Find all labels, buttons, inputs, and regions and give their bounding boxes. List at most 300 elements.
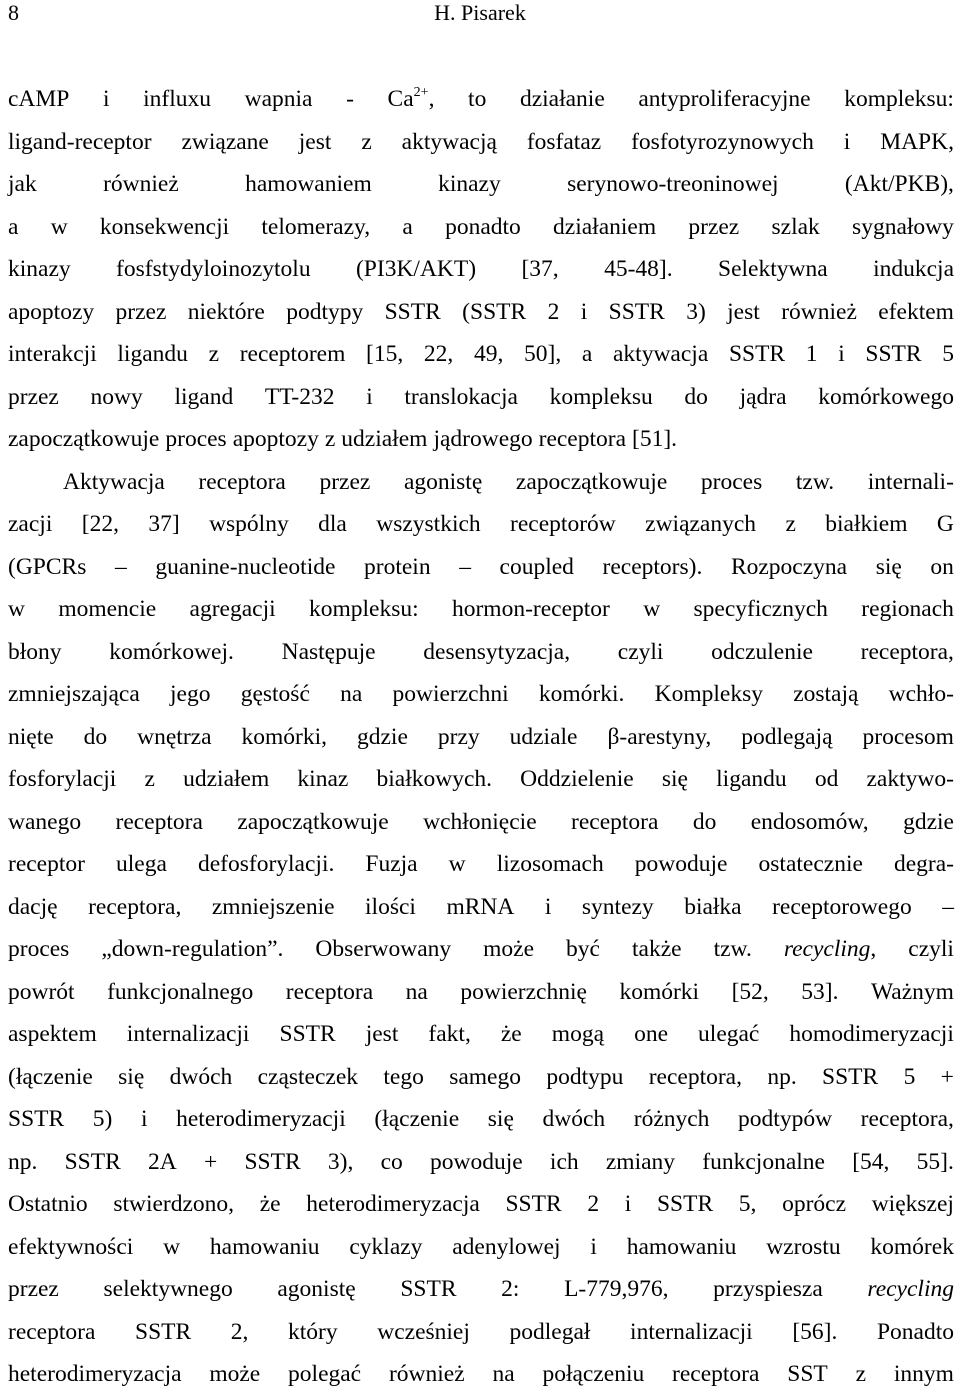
word: jest [365, 1021, 399, 1047]
word: selektywnego [103, 1276, 233, 1302]
word: ulega [116, 851, 167, 877]
word: niektóre [187, 298, 265, 325]
text-line [8, 631, 954, 674]
word: SSTR [64, 1148, 121, 1175]
word: zostają [793, 681, 859, 707]
word: Rozpoczyna [730, 553, 848, 580]
word: (SSTR [462, 298, 527, 325]
word: ilości [365, 893, 416, 920]
text-line [8, 1056, 954, 1099]
word: związane [181, 128, 269, 155]
word: z [361, 128, 372, 155]
word: mRNA [446, 893, 515, 920]
word: samego [449, 1063, 521, 1090]
word: receptora [8, 1318, 96, 1345]
word: wchłonięcie [423, 808, 537, 835]
word: ligandu [117, 341, 188, 367]
text-line [8, 163, 954, 206]
word: z [855, 1361, 866, 1387]
word: powoduje [634, 851, 728, 877]
word: antyproliferacyjne [638, 86, 811, 112]
word: także [631, 936, 682, 962]
word: momencie [58, 596, 157, 622]
word: receptora [571, 808, 659, 835]
word: wspólny [209, 511, 289, 537]
word: 5, [738, 1191, 757, 1217]
word: heterodimeryzacja [306, 1191, 480, 1217]
word: procesom [862, 723, 954, 750]
word: z [785, 511, 796, 537]
word: cyklazy [349, 1233, 423, 1260]
word: L-779,976, [564, 1276, 669, 1302]
word: (Akt/PKB), [844, 171, 954, 197]
word: wcześniej [377, 1318, 470, 1345]
text-line [8, 1141, 954, 1184]
word: zaktywo- [866, 766, 954, 792]
text-line [8, 886, 954, 929]
word: wszystkich [376, 511, 481, 537]
word: internalizacji [126, 1021, 250, 1047]
word: recycling, [783, 936, 877, 962]
word: kompleksu [549, 383, 653, 410]
word: lizosomach [496, 851, 604, 877]
word: SSTR [728, 341, 786, 367]
word: przez [8, 383, 59, 410]
word: agregacji [189, 596, 276, 622]
word: aktywacją [401, 128, 497, 155]
word: a [8, 213, 19, 240]
word: receptora [115, 808, 203, 835]
word: Fuzja [365, 851, 418, 877]
word: błony [8, 638, 62, 665]
word: endosomów, [750, 808, 869, 835]
word: receptora, [860, 1106, 954, 1132]
word: receptorów [510, 511, 616, 537]
word: przez [319, 468, 371, 495]
word: fakt, [428, 1021, 471, 1047]
text-line [8, 843, 954, 886]
word: 3) [686, 298, 706, 325]
word: zapoczątkowuje [237, 808, 389, 835]
word: być [566, 936, 600, 962]
word: gdzie [357, 723, 408, 750]
text-line [8, 1268, 954, 1311]
word: i [102, 86, 110, 112]
word: proces [8, 936, 70, 962]
word: przez [8, 1276, 59, 1302]
word: się [487, 1106, 514, 1132]
text-line [8, 248, 954, 291]
word: SSTR [384, 298, 441, 325]
word: dwóch [169, 1063, 233, 1090]
word: 5) [92, 1106, 113, 1132]
word: od [814, 766, 839, 792]
word: to [468, 86, 487, 112]
text-line [8, 716, 954, 759]
word: również [781, 298, 857, 325]
word: ich [549, 1148, 579, 1175]
text-line [8, 758, 954, 801]
running-head: H. Pisarek [434, 0, 526, 25]
word: podtypu [546, 1063, 624, 1090]
body-text [8, 78, 954, 1396]
word: regionach [861, 596, 954, 622]
word: połączeniu [542, 1361, 645, 1387]
word: kinaz [297, 766, 349, 792]
word: że [500, 1021, 522, 1047]
word: się [875, 553, 902, 580]
word: i [843, 128, 851, 155]
word: np. [767, 1063, 797, 1090]
word: 37] [148, 511, 180, 537]
word: ligandu [716, 766, 787, 792]
word: receptora [198, 468, 286, 495]
word: w [8, 596, 25, 622]
word: indukcja [873, 256, 954, 282]
word: [54, [852, 1148, 890, 1175]
word: w [163, 1233, 181, 1260]
word: interakcji [8, 341, 97, 367]
word: SSTR [279, 1021, 336, 1047]
word: wnętrza [137, 723, 212, 750]
word: efektem [878, 298, 954, 325]
text-line [8, 376, 954, 419]
text-line [8, 1311, 954, 1354]
word: i [590, 1233, 597, 1260]
word: gdzie [903, 808, 954, 835]
word: adenylowej [452, 1233, 561, 1260]
word: ulegać [698, 1021, 760, 1047]
text-line [8, 291, 954, 334]
word: białkowych. [376, 766, 492, 792]
word: SSTR [505, 1191, 562, 1217]
word: na [492, 1361, 515, 1387]
word: „down-regulation”. [101, 936, 284, 962]
word: SSTR [135, 1318, 192, 1345]
text-line [8, 1013, 954, 1056]
word: [37, [521, 256, 559, 282]
word: jądra [739, 383, 787, 410]
word: Oddzielenie [520, 766, 634, 792]
word: dwóch [542, 1106, 606, 1132]
word: zapoczątkowuje [8, 426, 160, 452]
text-line [8, 673, 954, 716]
word: który [288, 1318, 338, 1345]
word: komórki [619, 978, 700, 1005]
word: wchło- [888, 681, 954, 707]
word: podlegał [509, 1318, 591, 1345]
word: 50], [524, 341, 562, 367]
word: na [405, 978, 428, 1005]
word: ligand-receptor [8, 128, 152, 155]
word: komórkowej. [109, 638, 234, 665]
word: TT-232 [264, 383, 335, 410]
word: zacji [8, 511, 53, 537]
word: powierzchni [392, 681, 509, 707]
word: SSTR [656, 1191, 714, 1217]
word: agonistę [403, 468, 483, 495]
text-line [8, 503, 954, 546]
word: kinazy [8, 256, 71, 282]
word: co [380, 1148, 403, 1175]
word: – [942, 893, 954, 920]
word: polegać [288, 1361, 362, 1387]
word: zmniejszenie [211, 893, 335, 920]
word: sygnałowy [852, 213, 954, 240]
word: degra- [893, 851, 954, 877]
text-line [8, 461, 954, 504]
word: Obserwowany [315, 936, 452, 962]
word: jego [170, 681, 211, 707]
word: zmniejszająca [8, 681, 140, 707]
word: hamowaniu [209, 1233, 320, 1260]
word: powoduje [430, 1148, 523, 1175]
word: nięte [8, 723, 54, 750]
word: oprócz [782, 1191, 847, 1217]
word: jądrowego [433, 426, 533, 452]
word: Kompleksy [654, 681, 763, 707]
word: i [544, 893, 552, 920]
text-line [8, 1183, 954, 1226]
word: apoptozy [232, 426, 319, 452]
word: przyspiesza [713, 1276, 823, 1302]
text-line [8, 546, 954, 589]
word: SST [787, 1361, 828, 1387]
word: zmiany [605, 1148, 676, 1175]
word: $Ca^{2+}$, [387, 85, 435, 112]
word: cAMP [8, 86, 70, 112]
word: mogą [551, 1021, 605, 1047]
word: fosfotyrozynowych [631, 128, 814, 155]
word: receptors). [602, 553, 703, 580]
page-header [0, 0, 960, 30]
word: heterodimeryzacja [8, 1361, 182, 1387]
word: udziałem [341, 426, 428, 452]
word: SSTR [822, 1063, 879, 1090]
text-line [8, 121, 954, 164]
text-line [8, 206, 954, 249]
word: [51]. [632, 426, 678, 452]
text-line [8, 418, 954, 461]
word: one [634, 1021, 668, 1047]
word: i [580, 298, 588, 325]
word: internalizacji [630, 1318, 753, 1345]
word: komórkowego [818, 383, 954, 410]
text-line [8, 1353, 954, 1396]
word: jak [8, 171, 37, 197]
text-line [8, 928, 954, 971]
word: konsekwencji [99, 213, 230, 240]
word: komórki. [538, 681, 625, 707]
word: komórek [870, 1233, 954, 1260]
word: podtypów [738, 1106, 833, 1132]
word: + [203, 1148, 218, 1175]
word: działaniem [553, 213, 657, 240]
word: receptorem [239, 341, 346, 367]
word: 2 [587, 1191, 600, 1217]
word: z [208, 341, 220, 367]
word: innym [893, 1361, 954, 1387]
word: SSTR [400, 1276, 457, 1302]
word: on [930, 553, 954, 580]
text-line [8, 801, 954, 844]
word: również [388, 1361, 465, 1387]
word: i [140, 1106, 148, 1132]
word: 53]. [801, 978, 839, 1005]
word: jest [298, 128, 332, 155]
word: przez [688, 213, 740, 240]
word: nowy [90, 383, 143, 410]
word: telomerazy, [261, 213, 371, 240]
word: coupled [499, 553, 574, 580]
word: białka [684, 893, 742, 920]
word: protein [364, 553, 431, 580]
word: gęstość [240, 681, 310, 707]
word: dla [318, 511, 347, 537]
word: w [50, 213, 68, 240]
word: ligand [174, 383, 234, 410]
word: do [692, 808, 717, 835]
word: translokacja [404, 383, 518, 410]
word: 55]. [916, 1148, 954, 1175]
word: może [209, 1361, 261, 1387]
word: – [459, 553, 471, 580]
word: apoptozy [8, 298, 95, 325]
word: szlak [771, 213, 820, 240]
word: aspektem [8, 1021, 97, 1047]
word: funkcjonalnego [107, 978, 254, 1005]
word: wanego [8, 808, 82, 835]
text-line [8, 588, 954, 631]
word: zapoczątkowuje [515, 468, 668, 495]
word: influxu [143, 86, 212, 112]
word: – [114, 553, 127, 580]
word: a [581, 341, 593, 367]
word: odczulenie [711, 638, 813, 665]
word: recycling [867, 1276, 954, 1302]
word: kompleksu: [844, 86, 954, 112]
word: funkcjonalne [702, 1148, 825, 1175]
word: czyli [617, 638, 664, 665]
word: [52, [731, 978, 769, 1005]
word: [22, [81, 511, 119, 537]
word: dację [8, 893, 58, 920]
word: w [448, 851, 466, 877]
word: białkiem [825, 511, 908, 537]
word: działanie [519, 86, 605, 112]
word: specyficznych [693, 596, 828, 622]
word: fosfstydyloinozytolu [116, 256, 311, 282]
word: tego [383, 1063, 424, 1090]
word: receptora, [860, 638, 954, 665]
word: proces [165, 426, 227, 452]
word: serynowo-treoninowej [567, 171, 779, 197]
word: MAPK, [880, 128, 954, 155]
word: w [643, 596, 661, 622]
word: się [661, 766, 688, 792]
text-line [8, 1226, 954, 1269]
word: guanine-nucleotide [155, 553, 336, 580]
word: receptora, [648, 1063, 742, 1090]
word: również [103, 171, 179, 197]
word: 45-48]. [604, 256, 673, 282]
word: Ważnym [870, 978, 954, 1005]
word: receptora [672, 1361, 760, 1387]
page-number: 8 [8, 0, 19, 25]
word: Aktywacja [63, 468, 165, 495]
word: wzrostu [766, 1233, 841, 1260]
word: SSTR [865, 341, 922, 367]
word: a [402, 213, 413, 240]
text-line [8, 333, 954, 376]
word: defosforylacji. [197, 851, 335, 877]
word: i [366, 383, 373, 410]
word: - [346, 86, 354, 112]
word: udziale [509, 723, 578, 750]
word: + [940, 1063, 954, 1090]
word: się [118, 1063, 145, 1090]
word: aktywacja [613, 341, 709, 367]
word: do [83, 723, 108, 750]
word: 2, [230, 1318, 249, 1345]
word: podlegają [741, 723, 833, 750]
word: 22, [423, 341, 454, 367]
word: powrót [8, 978, 75, 1005]
word: [56]. [792, 1318, 838, 1345]
word: tzw. [795, 468, 835, 495]
word: i [624, 1191, 632, 1217]
word: [15, [366, 341, 404, 367]
word: ponadto [445, 213, 521, 240]
text-line [8, 78, 954, 121]
word: kompleksu: [308, 596, 419, 622]
word: ostatecznie [758, 851, 863, 877]
word: SSTR [608, 298, 665, 325]
word: z [324, 426, 336, 452]
word: do [684, 383, 708, 410]
word: na [340, 681, 363, 707]
word: syntezy [581, 893, 654, 920]
word: hormon-receptor [451, 596, 610, 622]
word: internali- [867, 468, 954, 495]
word: β-arestyny, [607, 723, 712, 750]
word: np. [8, 1148, 38, 1175]
word: przy [437, 723, 480, 750]
text-line [8, 1098, 954, 1141]
word: receptorowego [772, 893, 912, 920]
word: powierzchnię [460, 978, 587, 1005]
word: z [144, 766, 155, 792]
word: tzw. [713, 936, 752, 962]
word: wapnia [244, 86, 313, 112]
word: receptor [8, 851, 85, 877]
word: (PI3K/AKT) [355, 256, 477, 282]
word: receptora [285, 978, 374, 1005]
word: (GPCRs [8, 553, 87, 580]
word: 1 [805, 341, 818, 367]
word: 49, [473, 341, 504, 367]
word: (łączenie [8, 1063, 93, 1090]
word: fosforylacji [8, 766, 117, 792]
word: różnych [633, 1106, 710, 1132]
word: 5 [903, 1063, 916, 1090]
word: większej [871, 1191, 954, 1217]
word: SSTR [244, 1148, 301, 1175]
word: heterodimeryzacji [176, 1106, 346, 1132]
word: kinazy [438, 171, 501, 197]
text-line [8, 971, 954, 1014]
word: 3), [327, 1148, 354, 1175]
